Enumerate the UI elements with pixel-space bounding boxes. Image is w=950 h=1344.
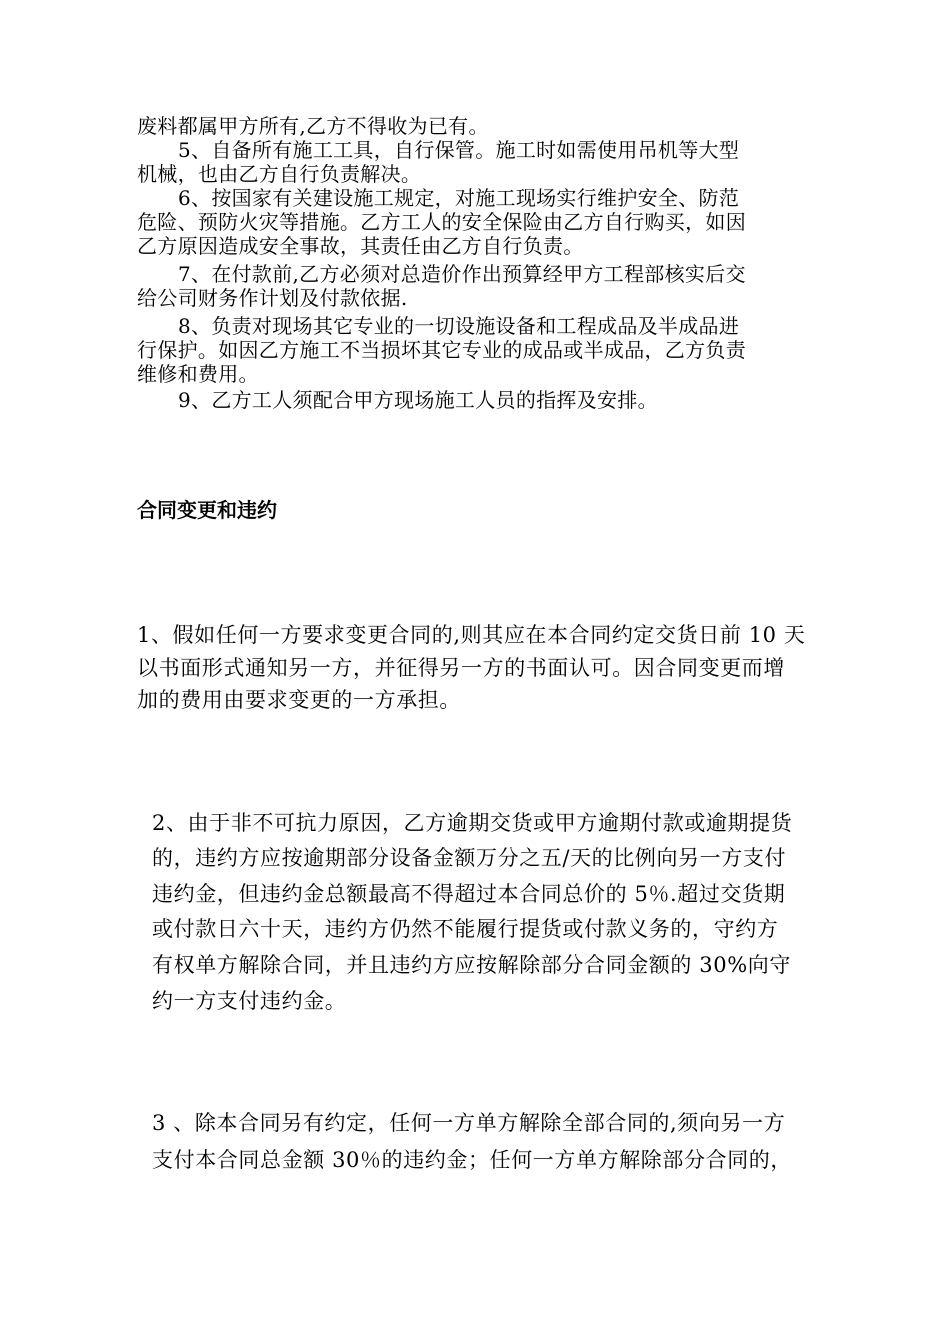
clause2-line-4: 或付款日六十天，违约方仍然不能履行提货或付款义务的，守约方	[152, 917, 779, 941]
clause2-line-3: 违约金，但违约金总额最高不得超过本合同总价的 5％.超过交货期	[152, 882, 786, 906]
clause1-line-3: 加的费用由要求变更的一方承担。	[137, 688, 461, 712]
clause2-line-5: 有权单方解除合同，并且违约方应按解除部分合同金额的 30%向守	[152, 953, 791, 977]
block1-line-3: 机械，也由乙方自行负责解决。	[137, 162, 422, 186]
block1-line-8: 给公司财务作计划及付款依据.	[137, 286, 408, 310]
block1-line-1: 废料都属甲方所有,乙方不得收为已有。	[137, 114, 489, 138]
block1-line-9: 8、负责对现场其它专业的一切设施设备和工程成品及半成品进	[178, 314, 740, 338]
block1-line-2: 5、自备所有施工工具，自行保管。施工时如需使用吊机等大型	[178, 138, 740, 162]
block1-line-7: 7、在付款前,乙方必须对总造价作出预算经甲方工程部核实后交	[178, 262, 746, 286]
clause3-line-2: 支付本合同总金额 30％的违约金；任何一方单方解除部分合同的，	[152, 1148, 792, 1172]
clause1-line-1: 1、假如任何一方要求变更合同的,则其应在本合同约定交货日前 10 天	[137, 623, 806, 647]
block1-line-4: 6、按国家有关建设施工规定，对施工现场实行维护安全、防范	[178, 186, 740, 210]
block1-line-6: 乙方原因造成安全事故，其责任由乙方自行负责。	[137, 234, 584, 258]
section-heading: 合同变更和违约	[137, 498, 277, 522]
clause2-line-1: 2、由于非不可抗力原因，乙方逾期交货或甲方逾期付款或逾期提货	[152, 811, 793, 835]
clause3-line-1: 3 、除本合同另有约定，任何一方单方解除全部合同的,须向另一方	[152, 1111, 786, 1135]
block1-line-12: 9、乙方工人须配合甲方现场施工人员的指挥及安排。	[178, 388, 658, 412]
block1-line-5: 危险、预防火灾等措施。乙方工人的安全保险由乙方自行购买，如因	[137, 210, 746, 234]
block1-line-10: 行保护。如因乙方施工不当损坏其它专业的成品或半成品，乙方负责	[137, 338, 746, 362]
block1-line-11: 维修和费用。	[137, 362, 259, 386]
clause2-line-2: 的，违约方应按逾期部分设备金额万分之五/天的比例向另一方支付	[152, 846, 787, 870]
clause2-line-6: 约一方支付违约金。	[152, 989, 347, 1013]
clause1-line-2: 以书面形式通知另一方，并征得另一方的书面认可。因合同变更而增	[137, 656, 785, 680]
